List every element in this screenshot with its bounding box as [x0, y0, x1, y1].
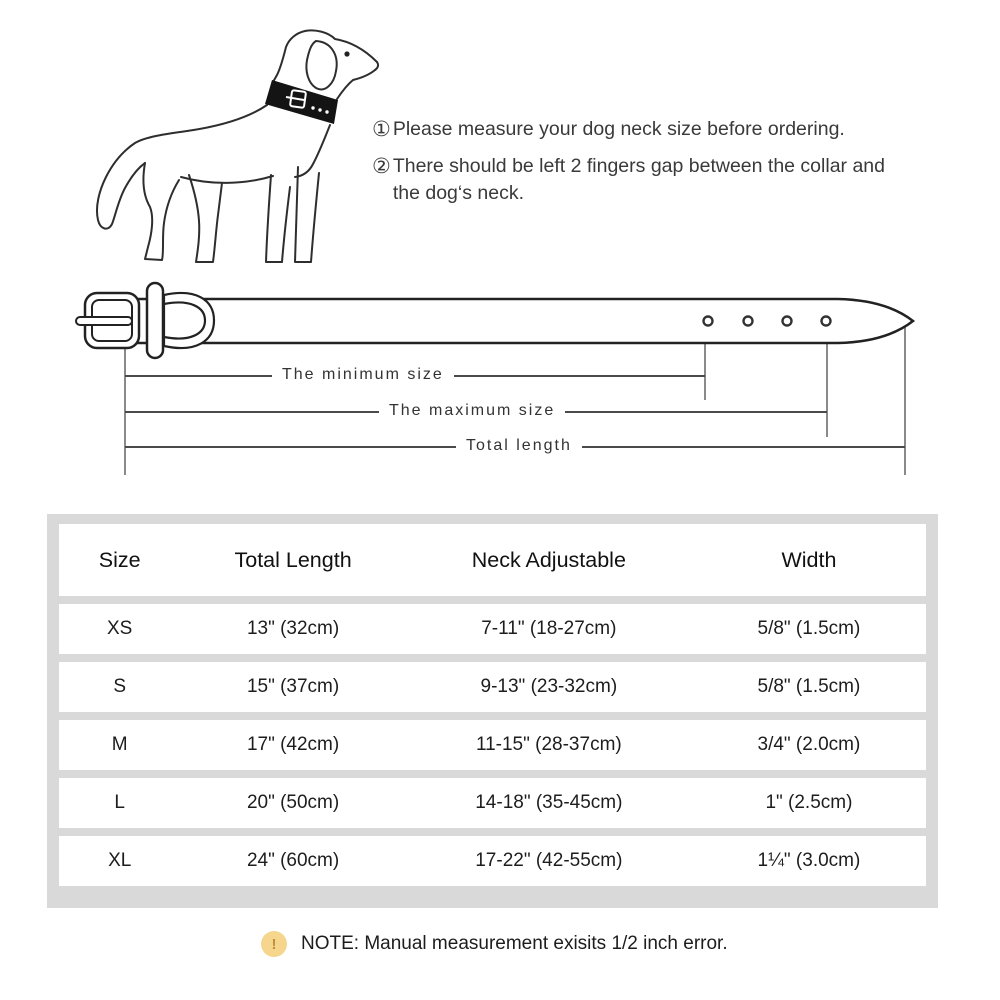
table-header-row — [59, 524, 926, 596]
dog-illustration — [85, 25, 385, 275]
instruction-text-1: Please measure your dog neck size before ordering. — [392, 118, 845, 140]
adjustment-hole — [822, 317, 831, 326]
instructions — [372, 116, 932, 217]
cell-total-length: 20" (50cm) — [246, 792, 340, 813]
table-row-m — [59, 720, 926, 770]
table-row-l — [59, 778, 926, 828]
cell-neck-adjustable: 17-22" (42-55cm) — [475, 850, 623, 871]
cell-total-length: 13" (32cm) — [246, 618, 340, 639]
instruction-text-2: There should be left 2 fingers gap between the collar and the dog‘s neck. — [392, 155, 885, 204]
measure-line — [582, 446, 905, 448]
cell-width: 5/8" (1.5cm) — [757, 676, 861, 697]
collar-buckle-pin — [76, 317, 132, 325]
circled-number-2-icon: ② — [372, 155, 391, 178]
dog-back-tail-outline — [97, 105, 267, 229]
maximum-size-label: The maximum size — [389, 402, 556, 419]
measure-line — [125, 375, 272, 377]
circled-number-1-icon: ① — [372, 118, 391, 141]
dog-collar-hole-dot — [325, 110, 328, 113]
cell-total-length: 24" (60cm) — [246, 850, 340, 871]
instruction-item-1 — [372, 116, 932, 143]
annotation-minimum-size — [125, 367, 705, 385]
dog-hind-leg-far — [143, 163, 179, 260]
measure-line — [565, 411, 827, 413]
column-header-size: Size — [98, 547, 141, 572]
total-length-label: Total length — [466, 437, 572, 454]
adjustment-hole — [783, 317, 792, 326]
cell-size: XL — [108, 850, 132, 871]
cell-total-length: 15" (37cm) — [246, 676, 340, 697]
table-row-xs — [59, 604, 926, 654]
annotation-total-length — [125, 438, 905, 456]
cell-size: XS — [107, 618, 133, 639]
table-row-xl — [59, 836, 926, 886]
size-table — [47, 514, 938, 908]
cell-neck-adjustable: 7-11" (18-27cm) — [481, 618, 617, 639]
measure-line — [125, 446, 456, 448]
cell-size: L — [114, 792, 125, 813]
measure-line — [125, 411, 379, 413]
dog-jaw-line — [337, 70, 375, 99]
cell-size: S — [113, 676, 127, 697]
cell-neck-adjustable: 14-18" (35-45cm) — [475, 792, 623, 813]
annotation-maximum-size — [125, 403, 827, 421]
dog-ear — [306, 41, 336, 89]
dog-front-leg-far — [295, 167, 319, 262]
minimum-size-label: The minimum size — [282, 366, 444, 383]
measure-line — [454, 375, 705, 377]
cell-width: 1¼" (3.0cm) — [757, 850, 861, 871]
column-header-total-length: Total Length — [234, 547, 352, 572]
column-header-neck-adjustable: Neck Adjustable — [471, 547, 626, 572]
note — [261, 931, 728, 957]
dog-collar-hole-dot — [318, 108, 321, 111]
cell-neck-adjustable: 11-15" (28-37cm) — [475, 734, 622, 755]
column-header-width: Width — [781, 547, 837, 572]
cell-size: M — [111, 734, 128, 755]
table-row-s — [59, 662, 926, 712]
exclamation-mark: ! — [271, 935, 277, 953]
cell-neck-adjustable: 9-13" (23-32cm) — [480, 676, 618, 697]
dog-front-leg-near — [266, 175, 290, 262]
cell-width: 1" (2.5cm) — [765, 792, 853, 813]
cell-total-length: 17" (42cm) — [246, 734, 340, 755]
exclamation-icon — [261, 931, 287, 957]
dog-nose — [375, 62, 378, 70]
dog-eye — [344, 51, 349, 56]
collar-d-ring-inner — [164, 302, 205, 338]
dog-hind-leg-near — [189, 175, 222, 262]
adjustment-hole — [704, 317, 713, 326]
dog-collar-hole-dot — [311, 106, 314, 109]
instruction-item-2 — [372, 153, 932, 207]
dog-belly-line — [181, 176, 273, 183]
collar-strap — [131, 299, 913, 343]
collar-keeper-loop — [147, 283, 163, 358]
cell-width: 3/4" (2.0cm) — [757, 734, 861, 755]
note-text: NOTE: Manual measurement exisits 1/2 inch error. — [301, 933, 728, 954]
adjustment-hole — [744, 317, 753, 326]
dog-chest-line — [295, 125, 330, 177]
cell-width: 5/8" (1.5cm) — [757, 618, 861, 639]
